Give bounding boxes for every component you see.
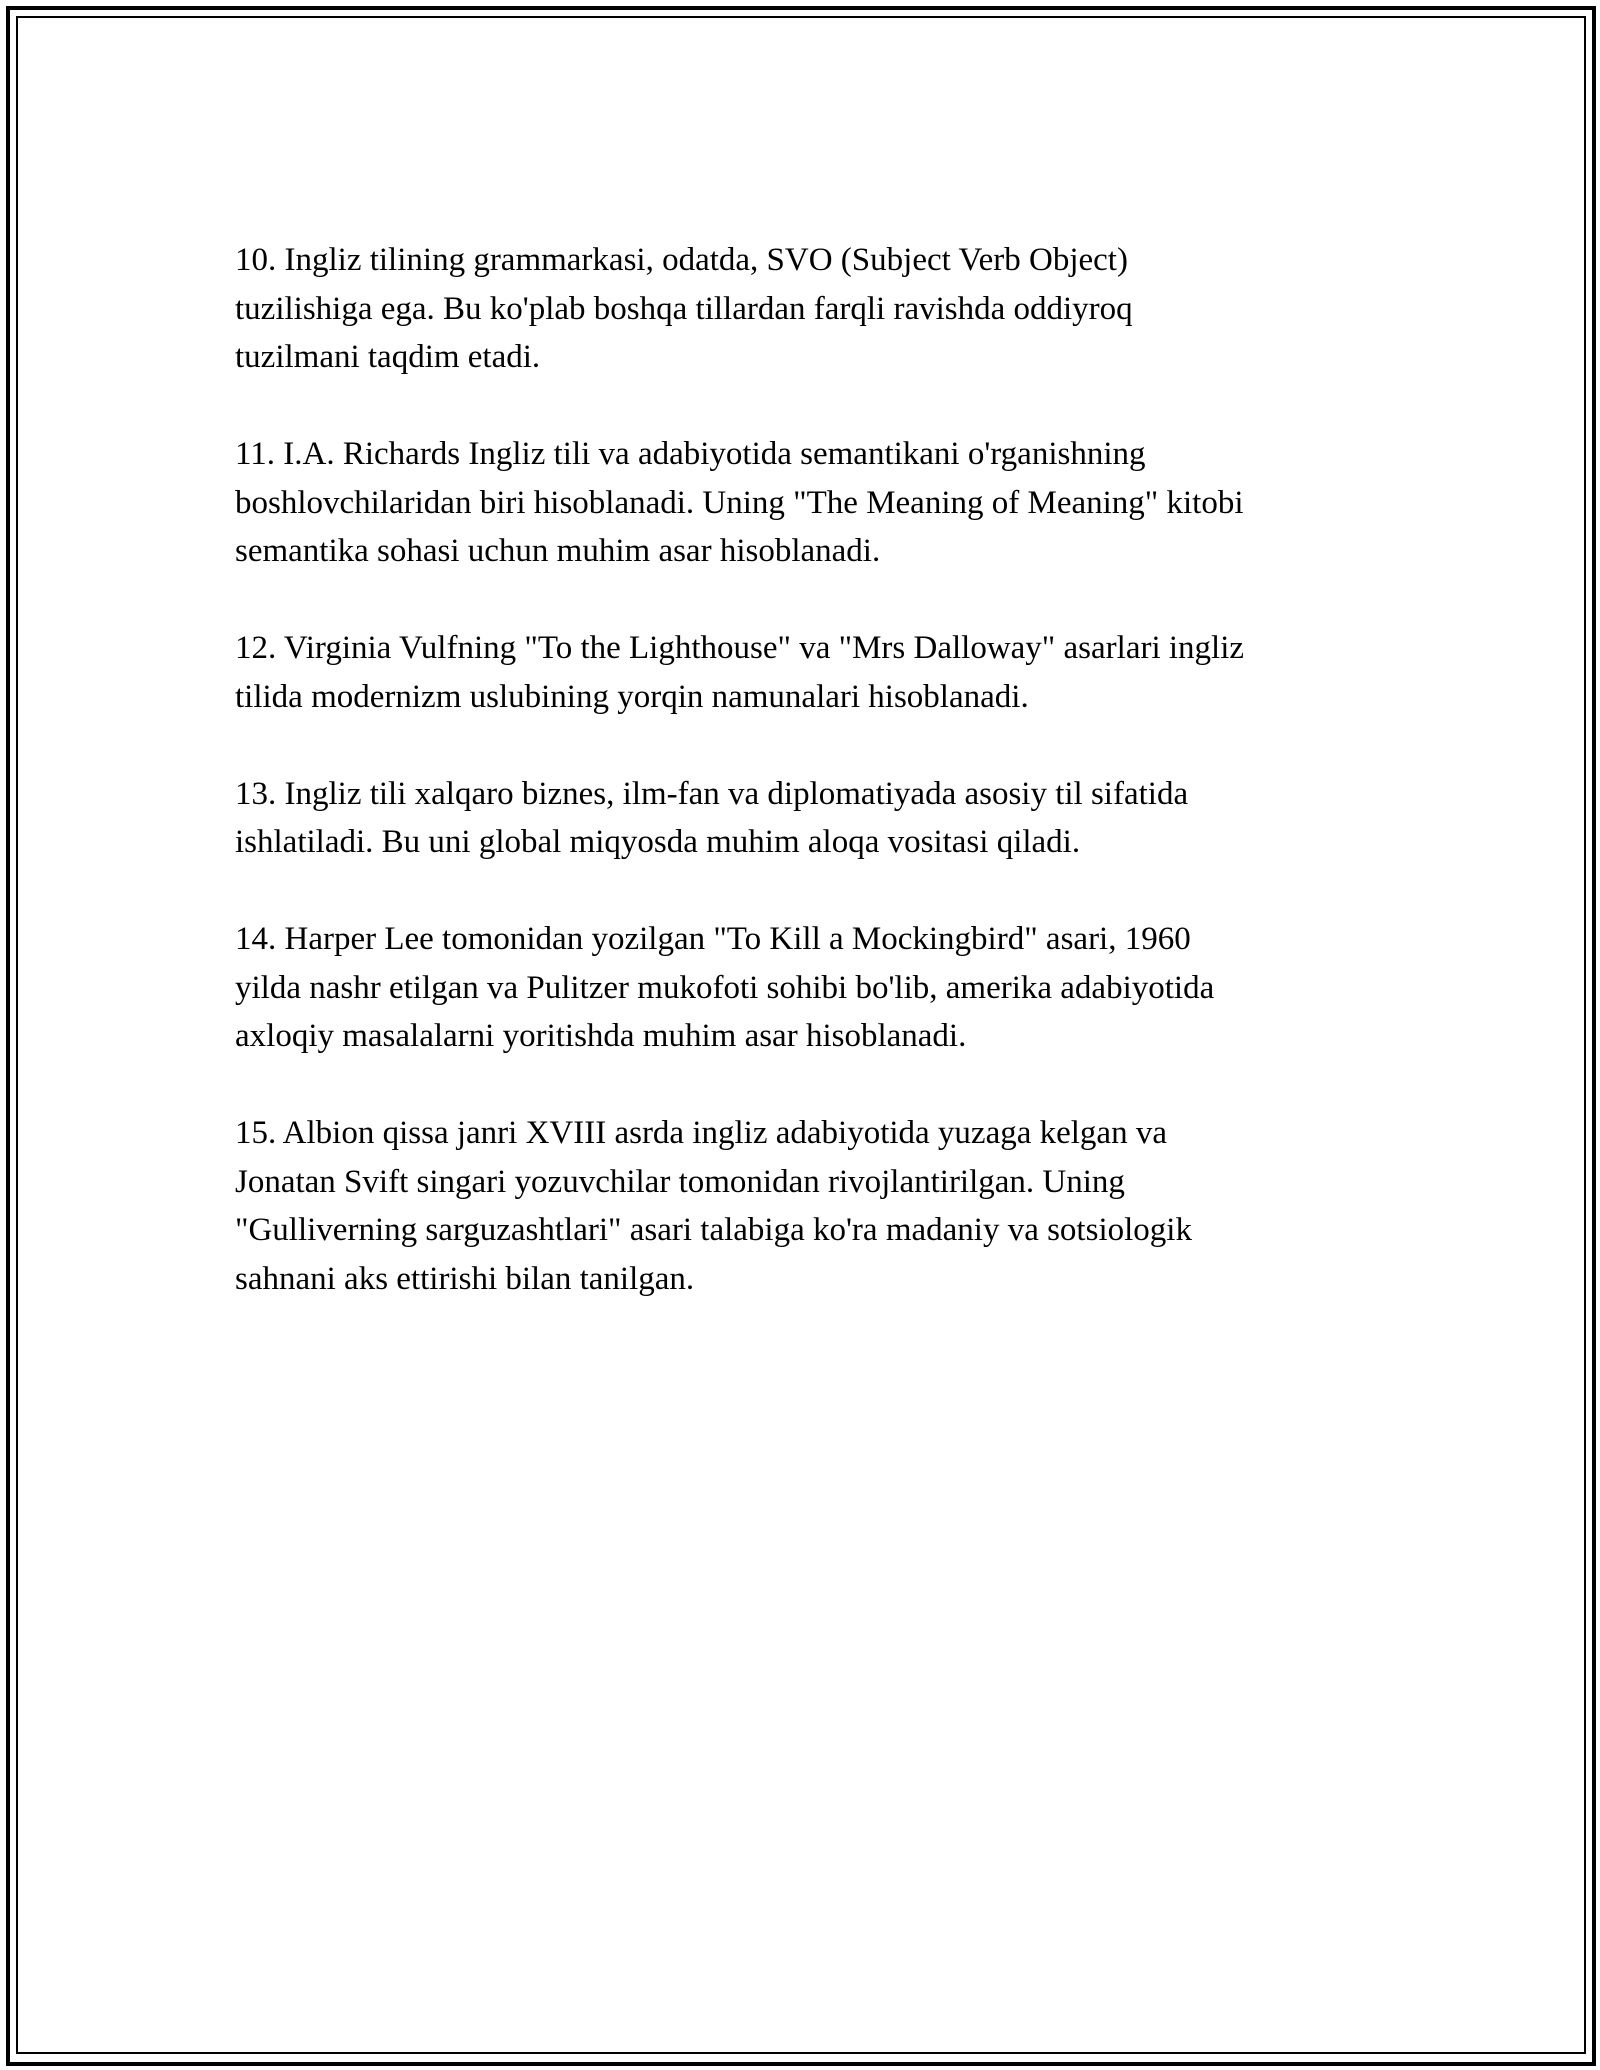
text-line: tuzilmani taqdim etadi. <box>235 339 541 375</box>
text-line: 14. Harper Lee tomonidan yozilgan "To Kill a Mockingbird" asari, 1960 <box>235 921 1191 957</box>
paragraph-13 <box>235 770 1395 867</box>
text-line: sahnani aks ettirishi bilan tanilgan. <box>235 1260 695 1297</box>
paragraph-15 <box>235 1109 1395 1303</box>
text-line: 13. Ingliz tili xalqaro biznes, ilm-fan va diplomatiyada asosiy til sifatida <box>235 775 1189 812</box>
document-body <box>235 236 1395 1352</box>
paragraph-11 <box>235 430 1395 576</box>
paragraph-14 <box>235 915 1395 1061</box>
text-line: yilda nashr etilgan va Pulitzer mukofoti sohibi bo'lib, amerika adabiyotida <box>235 969 1215 1006</box>
text-line: "Gulliverning sarguzashtlari" asari talabiga ko'ra madaniy va sotsiologik <box>235 1212 1192 1248</box>
paragraph-12 <box>235 624 1395 721</box>
text-line: tilida modernizm uslubining yorqin namunalari hisoblanadi. <box>235 678 1029 715</box>
text-line: 10. Ingliz tilining grammarkasi, odatda, SVO (Subject Verb Object) <box>235 242 1128 278</box>
paragraph-10 <box>235 236 1395 382</box>
text-line: tuzilishiga ega. Bu ko'plab boshqa tillardan farqli ravishda oddiyroq <box>235 290 1133 327</box>
text-line: 11. I.A. Richards Ingliz tili va adabiyotida semantikani o'rganishning <box>235 436 1146 472</box>
text-line: boshlovchilaridan biri hisoblanadi. Uning "The Meaning of Meaning" kitobi <box>235 484 1244 521</box>
text-line: Jonatan Svift singari yozuvchilar tomonidan rivojlantirilgan. Uning <box>235 1163 1125 1200</box>
text-line: 15. Albion qissa janri XVIII asrda ingliz adabiyotida yuzaga kelgan va <box>235 1115 1167 1151</box>
text-line: ishlatiladi. Bu uni global miqyosda muhim aloqa vositasi qiladi. <box>235 824 1081 860</box>
text-line: axloqiy masalalarni yoritishda muhim asar hisoblanadi. <box>235 1018 967 1054</box>
text-line: semantika sohasi uchun muhim asar hisoblanadi. <box>235 533 881 569</box>
text-line: 12. Virginia Vulfning "To the Lighthouse" va "Mrs Dalloway" asarlari ingliz <box>235 630 1245 666</box>
